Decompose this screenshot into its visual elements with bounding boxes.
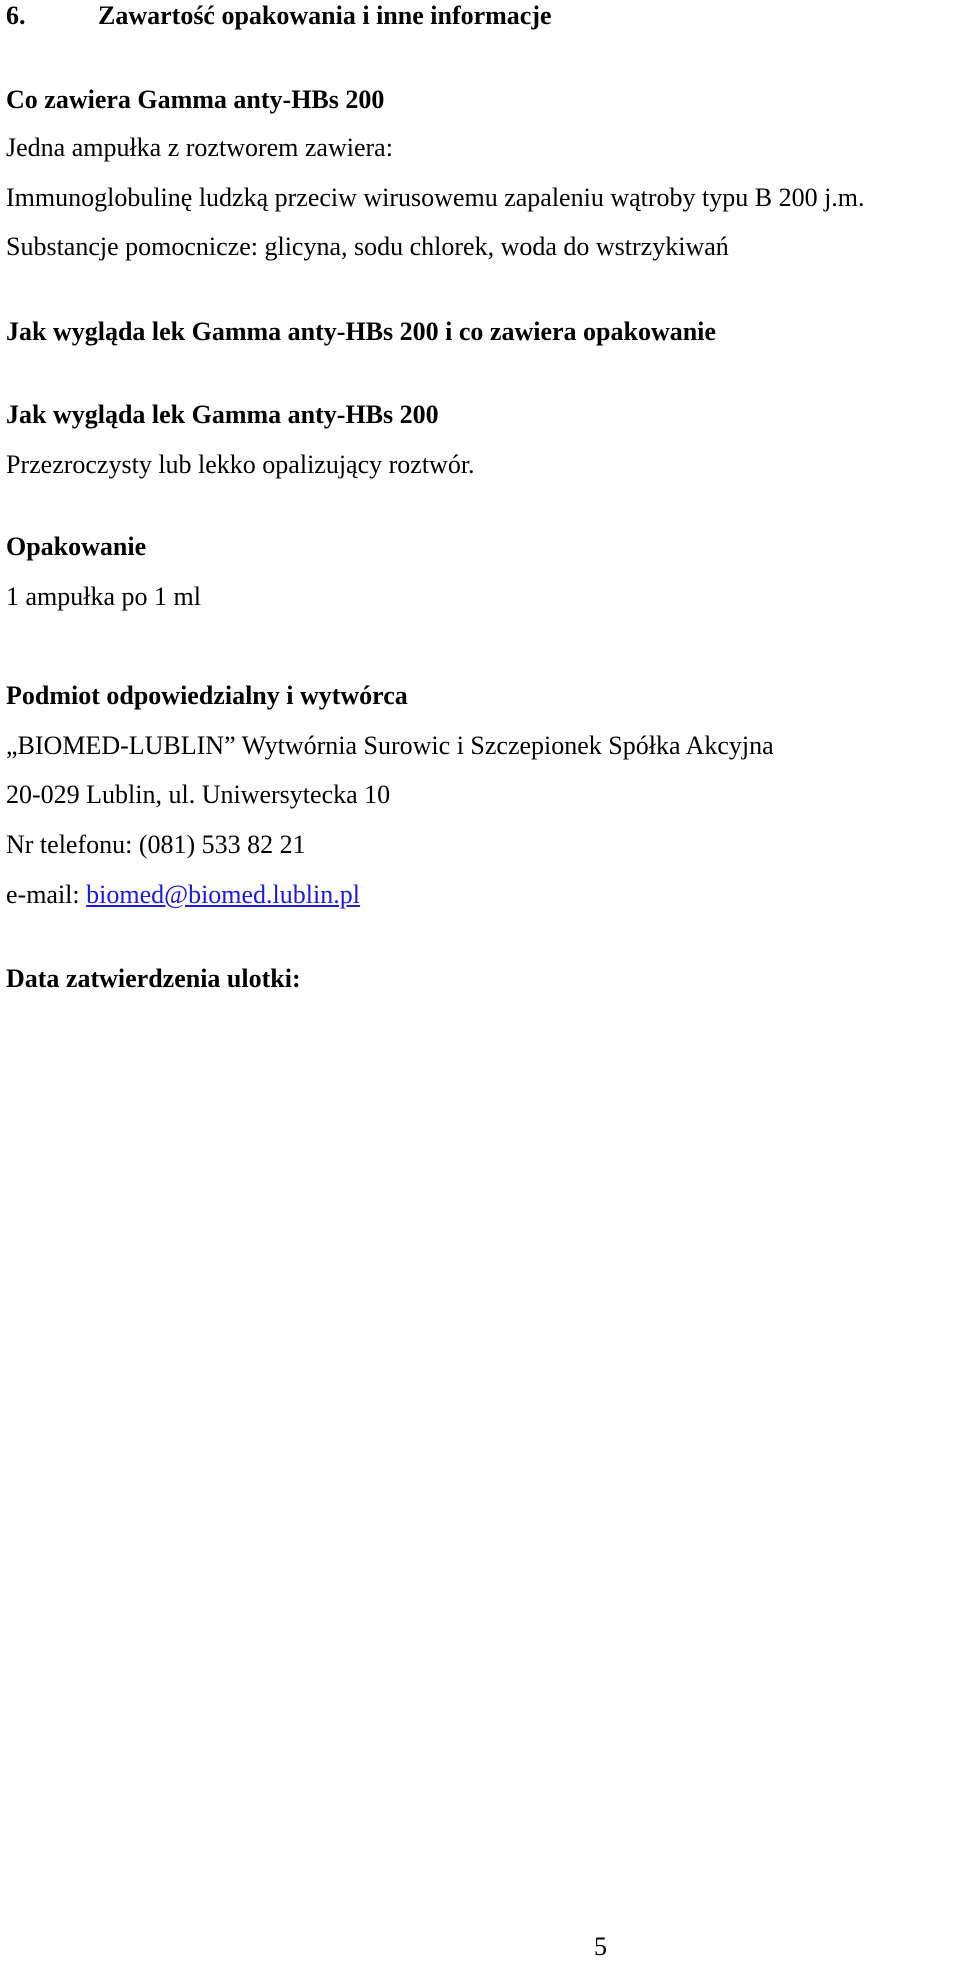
- section-title: Zawartość opakowania i inne informacje: [98, 1, 552, 30]
- appearance-description: Przezroczysty lub lekko opalizujący roztwór.: [6, 450, 475, 479]
- email-link[interactable]: biomed@biomed.lublin.pl: [86, 880, 360, 909]
- manufacturer-name: „BIOMED-LUBLIN” Wytwórnia Surowic i Szczepionek Spółka Akcyjna: [6, 731, 774, 760]
- appearance-subheading: Jak wygląda lek Gamma anty-HBs 200: [6, 400, 439, 429]
- manufacturer-heading: Podmiot odpowiedzialny i wytwórca: [6, 681, 408, 710]
- manufacturer-address: 20-029 Lublin, ul. Uniwersytecka 10: [6, 780, 391, 809]
- page-number: 5: [594, 1932, 607, 1961]
- approval-date-label: Data zatwierdzenia ulotki:: [6, 964, 301, 993]
- package-heading: Opakowanie: [6, 532, 147, 561]
- excipients: Substancje pomocnicze: glicyna, sodu chlorek, woda do wstrzykiwań: [6, 232, 729, 261]
- composition-intro: Jedna ampułka z roztworem zawiera:: [6, 133, 393, 162]
- section-heading: [6, 0, 552, 32]
- package-content: 1 ampułka po 1 ml: [6, 582, 201, 611]
- active-substance: Immunoglobulinę ludzką przeciw wirusowemu zapaleniu wątroby typu B 200 j.m.: [6, 183, 865, 212]
- composition-heading: Co zawiera Gamma anty-HBs 200: [6, 85, 385, 114]
- section-number: 6.: [6, 1, 26, 30]
- email-label: e-mail:: [6, 880, 87, 909]
- manufacturer-phone: Nr telefonu: (081) 533 82 21: [6, 830, 306, 859]
- manufacturer-email-line: [6, 879, 360, 911]
- appearance-heading: Jak wygląda lek Gamma anty-HBs 200 i co zawiera opakowanie: [6, 317, 716, 346]
